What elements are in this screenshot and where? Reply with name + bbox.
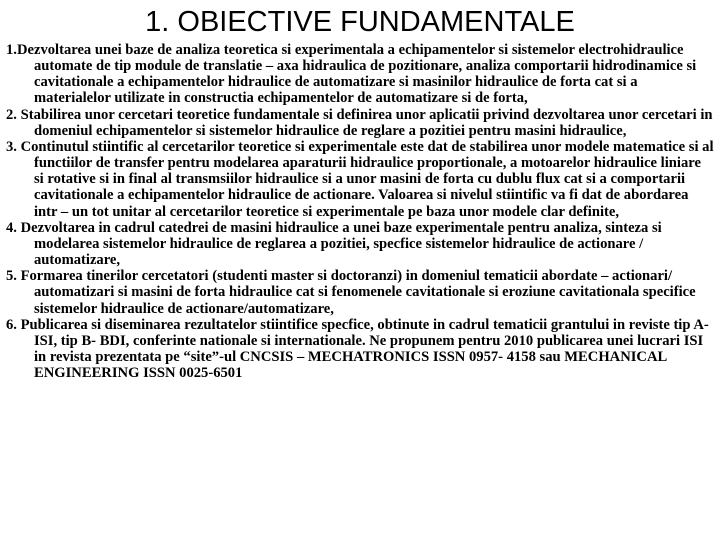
objective-item-6: 6. Publicarea si diseminarea rezultatelor stiintifice specfice, obtinute in cadrul tematicii grantului in reviste tip A- ISI, tip B- BDI, conferinte nationale si internationale. Ne propunem pentru 2010 publicarea unei lucrari ISI in revista prezentata pe “site”-ul CNCSIS – MECHATRONICS ISSN 0957- 4158 sau MECHANICAL ENGINEERING ISSN 0025-6501	[6, 316, 709, 382]
objective-item-4: 4. Dezvoltarea in cadrul catedrei de masini hidraulice a unei baze experimentale pentru analiza, sinteza si modelarea sistemelor hidraulice de reglarea a pozitiei, specfice sistemelor hidraulice de actionare / automatizare,	[6, 219, 662, 269]
slide-title: 1. OBIECTIVE FUNDAMENTALE	[145, 6, 575, 38]
objective-item-3: 3. Continutul stiintific al cercetarilor teoretice si experimentale este dat de stabilirea unor modele matematice si al functiilor de transfer pentru modelarea aparaturii hidraulice proportionale, a motoarelor hidraulice liniare si rotative si in final al transmsiilor hidraulice si a unor masini de forta cu dublu flux cat si a comportarii cavitationale a echipamentelor hidraulice de actionare. Valoarea si nivelul stiintific va fi dat de abordarea intr – un tot unitar al cercetarilor teoretice si experimentale pe baza unor modele clar definite,	[6, 138, 714, 220]
objective-item-2: 2. Stabilirea unor cercetari teoretice fundamentale si definirea unor aplicatii privind dezvoltarea unor cercetari in domeniul echipamentelor si sistemelor hidraulice de reglare a pozitiei pentru masini hidraulice,	[6, 106, 713, 139]
objective-item-5: 5. Formarea tinerilor cercetatori (studenti master si doctoranzi) in domeniul tematicii abordate – actionari/ automatizari si masini de forta hidraulice cat si fenomenele cavitationale si eroziune cavitationala specifice sistemelor hidraulice de actionare/automatizare,	[6, 268, 696, 317]
objective-item-1: 1.Dezvoltarea unei baze de analiza teoretica si experimentala a echipamentelor si sistemelor electrohidraulice automate de tip module de translatie – axa hidraulica de pozitionare, analiza comportarii hidrodinamice si cavitationale a echipamentelor hidraulice de automatizare si masinilor hidraulice de forta cat si a materialelor utilizate in constructia echipamentelor de automatizare si de forta,	[6, 42, 697, 107]
objectives-list	[6, 42, 714, 381]
